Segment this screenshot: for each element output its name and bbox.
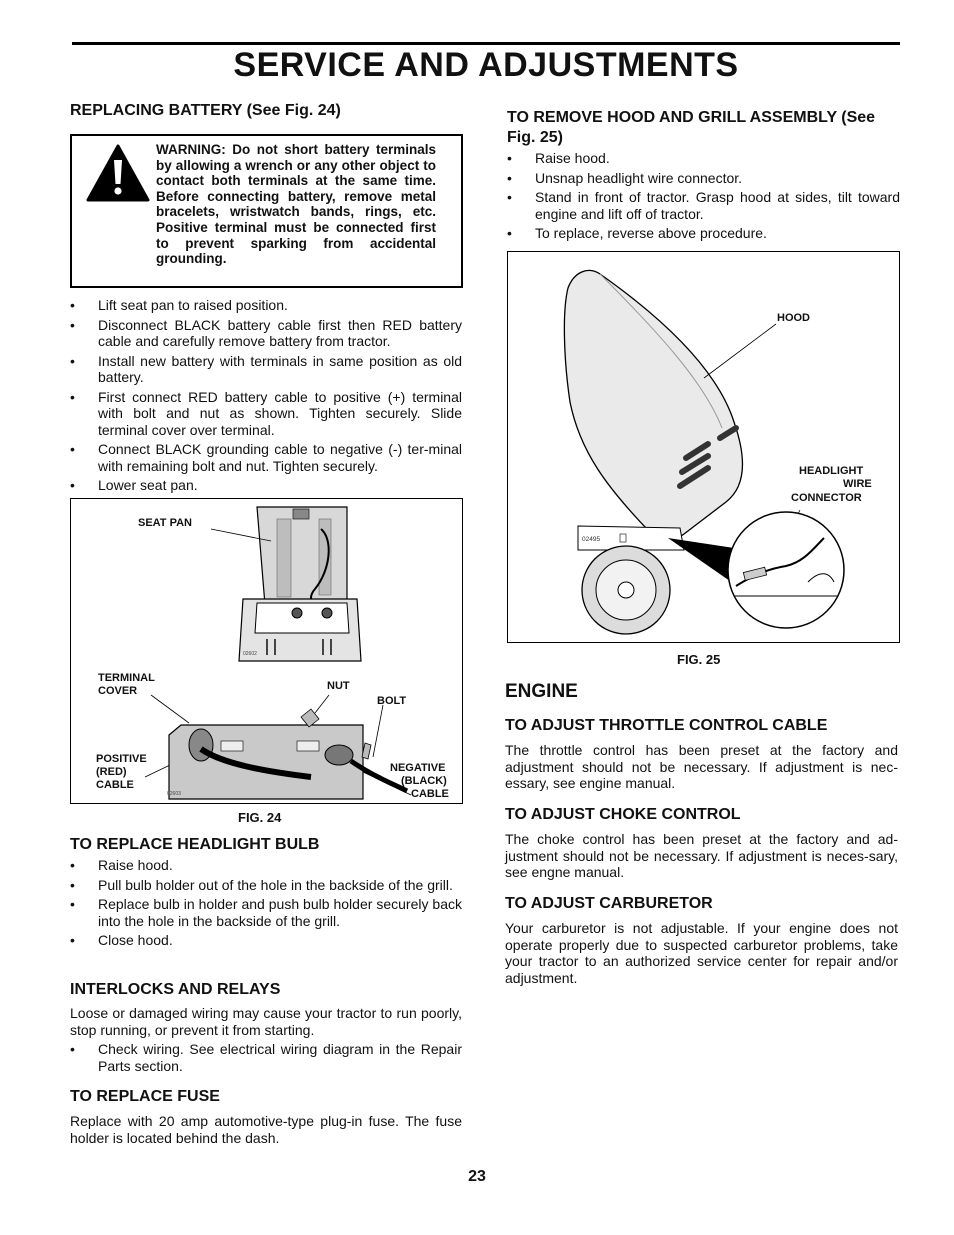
list-item: • Raise hood. <box>70 857 462 874</box>
label-terminal-cover-2: COVER <box>98 685 138 697</box>
label-nut: NUT <box>327 680 350 692</box>
fuse-text: Replace with 20 amp automotive-type plug-in fuse. The fuse holder is located behind the dash. <box>70 1113 462 1146</box>
interlocks-text: Loose or damaged wiring may cause your tractor to run poorly, stop running, or prevent it from starting. <box>70 1005 462 1038</box>
label-hood: HOOD <box>777 312 810 324</box>
fig24-code-top: 02602 <box>243 651 257 657</box>
list-item: • To replace, reverse above procedure. <box>507 225 900 242</box>
label-headlight-2: WIRE <box>843 478 872 490</box>
choke-text: The choke control has been preset at the factory and ad-justment should not be necessary. If adjustment is neces-sary, see engne manual. <box>505 831 898 880</box>
list-item: • Close hood. <box>70 932 462 949</box>
throttle-text: The throttle control has been preset at the factory and adjustment should not be necessary. If adjustment is nec-essary, see engine manual. <box>505 742 898 791</box>
fig24-frame <box>70 498 463 804</box>
hood-illustration <box>508 252 899 642</box>
warning-box <box>70 134 463 288</box>
carburetor-heading: TO ADJUST CARBURETOR <box>505 895 713 912</box>
page-title: SERVICE AND ADJUSTMENTS <box>233 46 739 84</box>
fuse-heading: TO REPLACE FUSE <box>70 1088 220 1105</box>
warning-text: WARNING: Do not short battery terminals by allowing a wrench or any other object to contact both terminals at the same time. Before connecting battery, remove metal bracelets, wristwatch bands, rings, etc. Positive terminal must be connected first to prevent sparking from accidental grounding. <box>156 142 436 267</box>
fig24-caption: FIG. 24 <box>238 810 282 825</box>
list-item: • Lift seat pan to raised position. <box>70 297 462 314</box>
label-positive-1: POSITIVE <box>96 753 147 765</box>
label-terminal-cover-1: TERMINAL <box>98 672 155 684</box>
hood-heading: TO REMOVE HOOD AND GRILL ASSEMBLY (See Fig. 25) <box>507 109 876 146</box>
label-headlight-3: CONNECTOR <box>791 492 862 504</box>
label-headlight-1: HEADLIGHT <box>799 465 864 477</box>
list-item: • Lower seat pan. <box>70 477 462 494</box>
fig25-frame <box>507 251 900 643</box>
title-rule <box>72 42 900 45</box>
battery-steps <box>70 297 462 497</box>
label-bolt: BOLT <box>377 695 407 707</box>
list-item: • Pull bulb holder out of the hole in the backside of the grill. <box>70 877 462 894</box>
page-number: 23 <box>468 1168 486 1185</box>
hood-steps <box>507 150 900 245</box>
throttle-heading: TO ADJUST THROTTLE CONTROL CABLE <box>505 717 828 734</box>
list-item: • Check wiring. See electrical wiring diagram in the Repair Parts section. <box>70 1041 462 1074</box>
interlocks-heading: INTERLOCKS AND RELAYS <box>70 981 281 998</box>
headlight-heading: TO REPLACE HEADLIGHT BULB <box>70 836 320 853</box>
interlocks-steps <box>70 1041 462 1077</box>
list-item: • Raise hood. <box>507 150 900 167</box>
warning-exclamation-icon <box>86 144 150 202</box>
label-positive-3: CABLE <box>96 779 134 791</box>
fig25-caption: FIG. 25 <box>677 652 721 667</box>
list-item: • Stand in front of tractor. Grasp hood at sides, tilt toward engine and lift off of tractor. <box>507 189 900 222</box>
engine-heading: ENGINE <box>505 681 578 702</box>
list-item: • Disconnect BLACK battery cable first then RED battery cable and carefully remove battery from tractor. <box>70 317 462 350</box>
list-item: • Unsnap headlight wire connector. <box>507 170 900 187</box>
fig24-code-bottom: 02603 <box>167 791 181 797</box>
list-item: • Connect BLACK grounding cable to negative (-) ter-minal with remaining bolt and nut. Tighten securely. <box>70 441 462 474</box>
list-item: • Replace bulb in holder and push bulb holder securely back into the hole in the backside of the grill. <box>70 896 462 929</box>
label-negative-2: (BLACK) <box>401 775 447 787</box>
carburetor-text: Your carburetor is not adjustable. If your engine does not operate properly due to suspected carburetor problems, take your tractor to an authorized service center for repair and/or adjustment. <box>505 920 898 986</box>
headlight-steps <box>70 857 462 952</box>
label-negative-3: CABLE <box>411 788 449 800</box>
list-item: • First connect RED battery cable to positive (+) terminal with bolt and nut as shown. Tighten securely. Slide terminal cover over terminal. <box>70 389 462 439</box>
battery-heading: REPLACING BATTERY (See Fig. 24) <box>70 102 341 119</box>
label-negative-1: NEGATIVE <box>390 762 446 774</box>
fig25-code: 02495 <box>582 536 601 543</box>
label-positive-2: (RED) <box>96 766 127 778</box>
list-item: • Install new battery with terminals in same position as old battery. <box>70 353 462 386</box>
label-seat-pan: SEAT PAN <box>138 517 192 529</box>
choke-heading: TO ADJUST CHOKE CONTROL <box>505 806 741 823</box>
